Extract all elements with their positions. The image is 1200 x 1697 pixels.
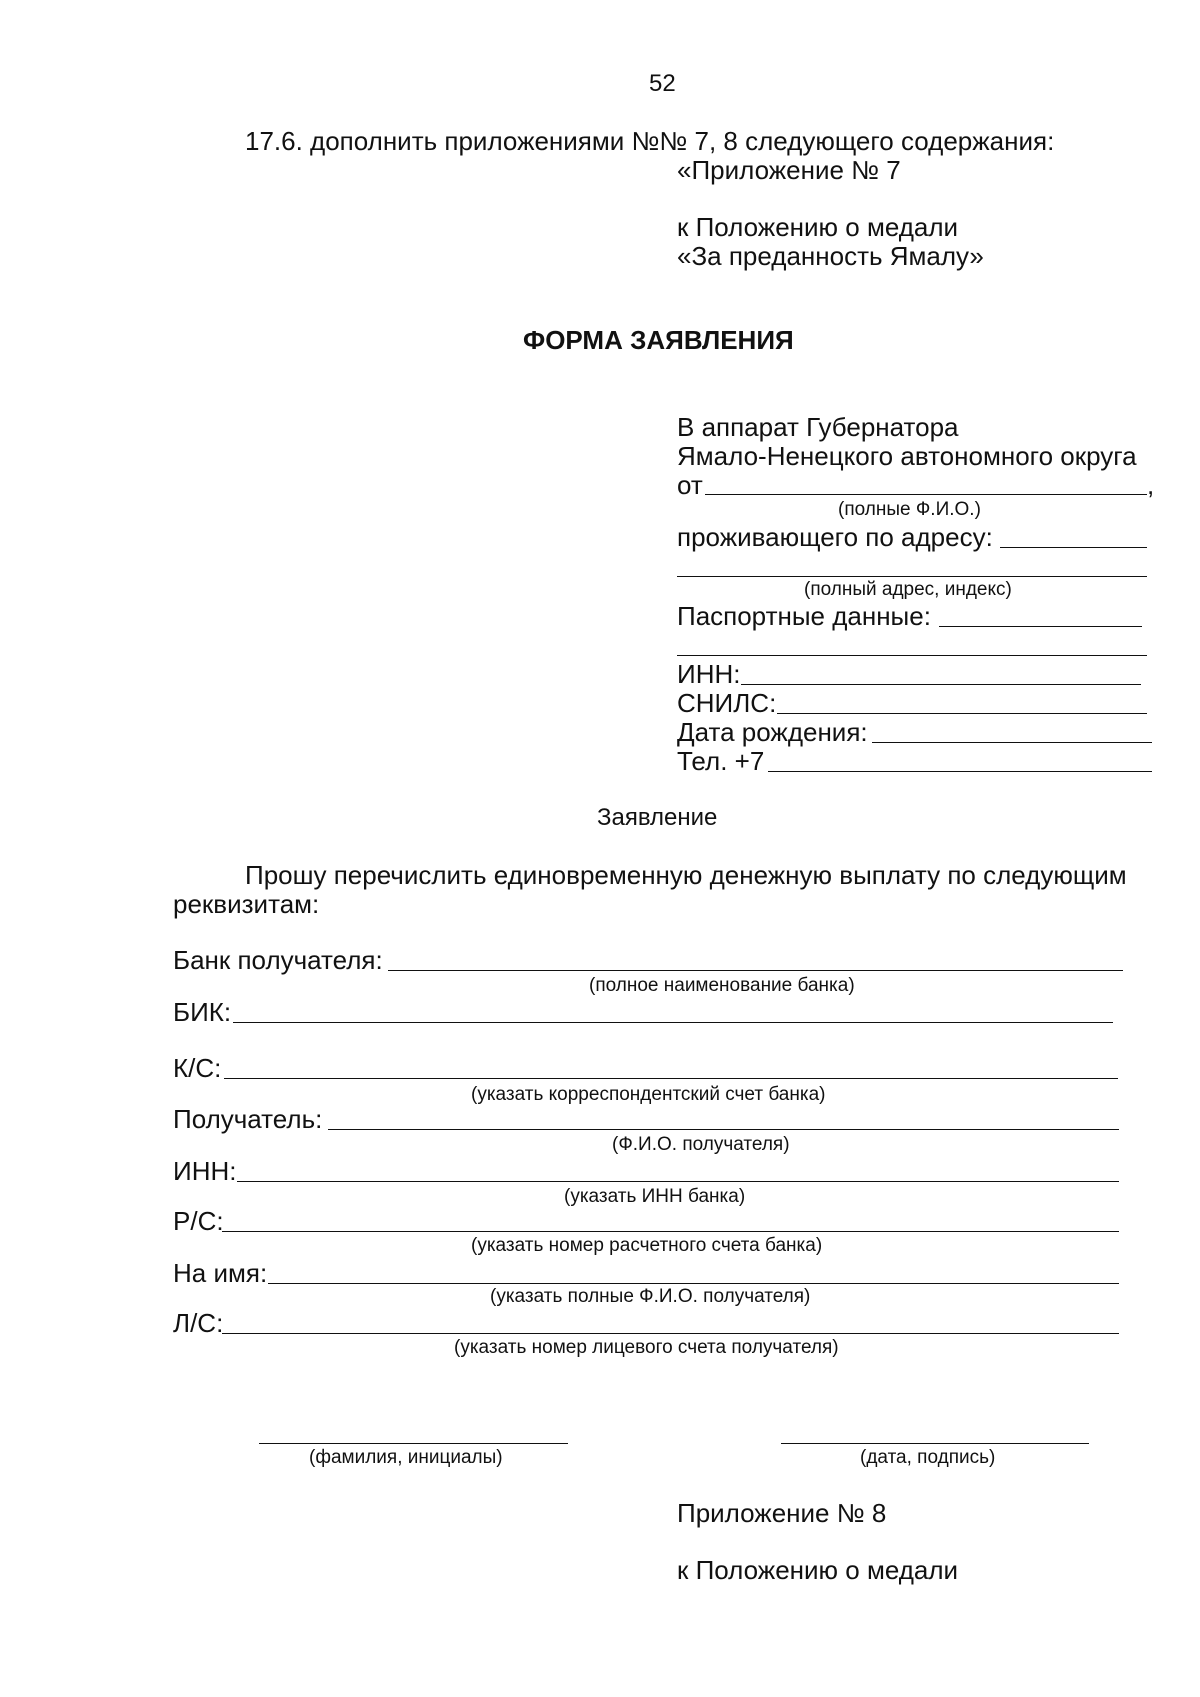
bank-hint: (полное наименование банка) <box>589 975 855 996</box>
bik-label: БИК: <box>173 997 232 1027</box>
ks-hint: (указать корреспондентский счет банка) <box>471 1084 826 1105</box>
ls-hint: (указать номер лицевого счета получателя) <box>454 1337 839 1358</box>
bank-field[interactable] <box>388 970 1123 971</box>
ks-field[interactable] <box>224 1078 1118 1079</box>
from-comma: , <box>1147 470 1155 500</box>
birth-field[interactable] <box>872 742 1152 743</box>
phone-label: Тел. +7 <box>677 746 765 776</box>
intro-text: 17.6. дополнить приложениями №№ 7, 8 следующего содержания: <box>245 126 1055 156</box>
rs-hint: (указать номер расчетного счета банка) <box>471 1235 823 1256</box>
name-hint: (указать полные Ф.И.О. получателя) <box>490 1286 811 1307</box>
inn-label: ИНН: <box>173 1156 237 1186</box>
address-hint: (полный адрес, индекс) <box>804 579 1012 600</box>
addressee-inn-field[interactable] <box>741 684 1141 685</box>
address-field-2[interactable] <box>677 576 1147 577</box>
birth-label: Дата рождения: <box>677 717 868 747</box>
date-signature-line[interactable] <box>781 1443 1089 1444</box>
name-label: На имя: <box>173 1258 268 1288</box>
appendix7-title: «Приложение № 7 <box>677 155 901 185</box>
phone-field[interactable] <box>768 771 1152 772</box>
recipient-label: Получатель: <box>173 1104 323 1134</box>
rs-field[interactable] <box>222 1231 1119 1232</box>
request-line1: Прошу перечислить единовременную денежную выплату по следующим <box>245 860 1127 890</box>
page-number: 52 <box>649 70 676 97</box>
name-field[interactable] <box>268 1283 1119 1284</box>
appendix8-ref-line1: к Положению о медали <box>677 1555 959 1585</box>
address-label: проживающего по адресу: <box>677 522 993 552</box>
snils-field[interactable] <box>777 713 1147 714</box>
bank-label: Банк получателя: <box>173 945 383 975</box>
surname-signature-line[interactable] <box>259 1443 568 1444</box>
snils-label: СНИЛС: <box>677 688 777 718</box>
passport-field-2[interactable] <box>677 655 1147 656</box>
form-title: ФОРМА ЗАЯВЛЕНИЯ <box>523 325 794 355</box>
appendix8-title: Приложение № 8 <box>677 1498 887 1528</box>
date-hint: (дата, подпись) <box>860 1447 996 1468</box>
surname-hint: (фамилия, инициалы) <box>309 1447 503 1468</box>
bik-field[interactable] <box>233 1022 1113 1023</box>
addressee-line2: Ямало-Ненецкого автономного округа <box>677 441 1137 471</box>
from-hint: (полные Ф.И.О.) <box>838 499 981 520</box>
from-label: от <box>677 470 703 500</box>
ls-label: Л/С: <box>173 1308 224 1338</box>
rs-label: Р/С: <box>173 1206 224 1236</box>
inn-hint: (указать ИНН банка) <box>564 1186 746 1207</box>
addressee-inn-label: ИНН: <box>677 659 741 689</box>
statement-title: Заявление <box>597 804 718 831</box>
appendix7-ref-line2: «За преданность Ямалу» <box>677 241 984 271</box>
addressee-line1: В аппарат Губернатора <box>677 412 959 442</box>
ks-label: К/С: <box>173 1053 222 1083</box>
passport-field-1[interactable] <box>939 626 1142 627</box>
passport-label: Паспортные данные: <box>677 601 931 631</box>
inn-field[interactable] <box>237 1181 1119 1182</box>
recipient-hint: (Ф.И.О. получателя) <box>612 1134 790 1155</box>
from-field[interactable] <box>705 494 1147 495</box>
address-field-1[interactable] <box>1000 547 1147 548</box>
appendix7-ref-line1: к Положению о медали <box>677 212 959 242</box>
ls-field[interactable] <box>222 1333 1119 1334</box>
request-line2: реквизитам: <box>173 889 320 919</box>
recipient-field[interactable] <box>328 1129 1119 1130</box>
